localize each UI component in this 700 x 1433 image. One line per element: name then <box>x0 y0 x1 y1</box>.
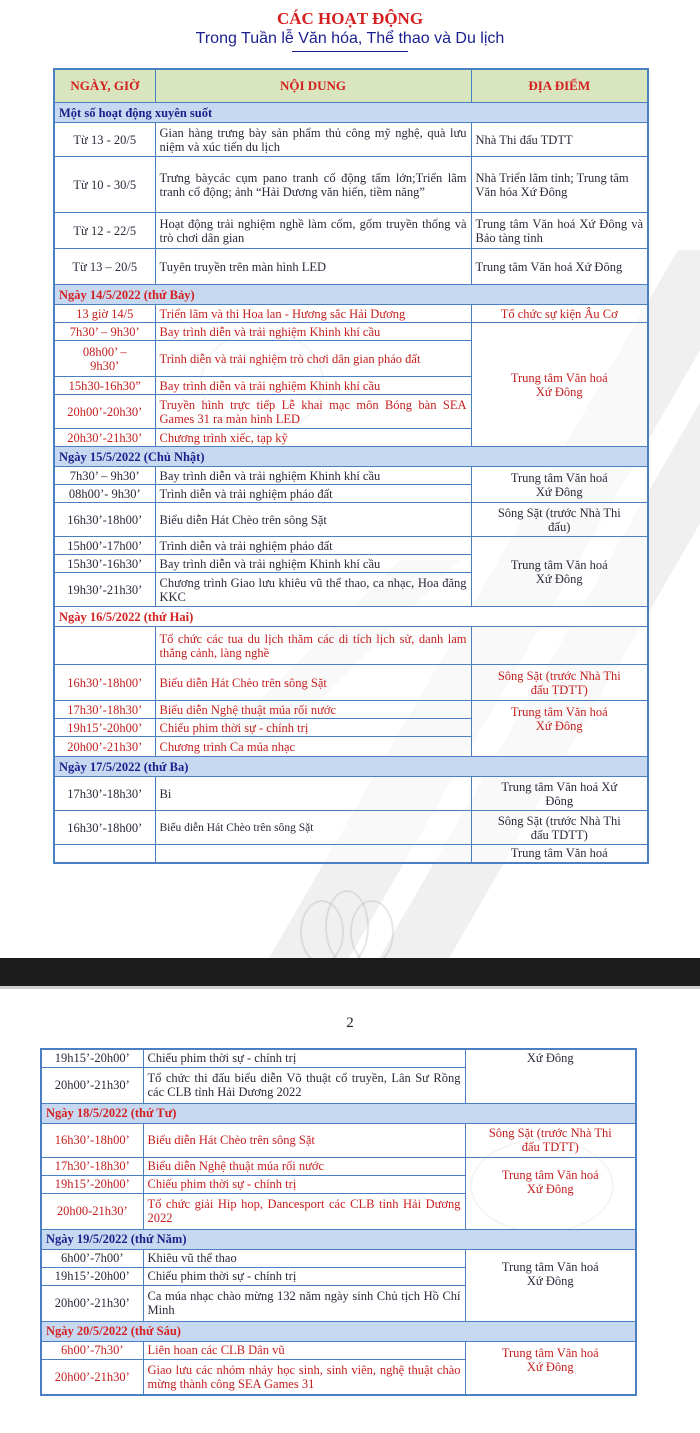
time-cell: 20h00’-21h30’ <box>41 1359 143 1395</box>
content-cell: Chương trình Ca múa nhạc <box>155 737 471 757</box>
content-cell: Tổ chức giải Hip hop, Dancesport các CLB tỉnh Hải Dương 2022 <box>143 1193 465 1229</box>
table-row <box>54 701 648 719</box>
content-cell: Chiếu phim thời sự - chính trị <box>143 1049 465 1067</box>
content-cell: Biểu diễn Hát Chèo trên sông Sặt <box>155 665 471 701</box>
header-date-time: NGÀY, GIỜ <box>54 69 155 103</box>
time-cell <box>54 627 155 665</box>
table-row <box>54 467 648 485</box>
content-cell: Chiếu phim thời sự - chính trị <box>155 719 471 737</box>
location-cell: Trung tâm Văn hoá Xứ Đông <box>471 467 648 503</box>
time-cell: 19h30’-21h30’ <box>54 573 155 607</box>
time-cell: 20h00’-21h30’ <box>41 1067 143 1103</box>
content-cell: Bay trình diễn và trải nghiệm Khinh khí cầu <box>155 467 471 485</box>
time-cell: 20h00’-21h30’ <box>54 737 155 757</box>
location-cell: Sông Sặt (trước Nhà Thi đấu TDTT) <box>471 665 648 701</box>
time-cell: Từ 10 - 30/5 <box>54 157 155 213</box>
content-cell: Bay trình diễn và trải nghiệm Khinh khí cầu <box>155 377 471 395</box>
table-row <box>54 811 648 845</box>
section-header: Ngày 17/5/2022 (thứ Ba) <box>54 757 648 777</box>
time-cell: 20h30’-21h30’ <box>54 429 155 447</box>
time-cell: 16h30’-18h00’ <box>41 1123 143 1157</box>
content-cell: Ca múa nhạc chào mừng 132 năm ngày sinh Chủ tịch Hồ Chí Minh <box>143 1285 465 1321</box>
content-cell: Biểu diễn Nghệ thuật múa rối nước <box>143 1157 465 1175</box>
location-cell: Tổ chức sự kiện Âu Cơ <box>471 305 648 323</box>
content-cell: Chương trình xiếc, tạp kỹ <box>155 429 471 447</box>
title-underline <box>292 51 408 52</box>
time-cell: 20h00’-21h30’ <box>41 1285 143 1321</box>
time-cell: 19h15’-20h00’ <box>41 1049 143 1067</box>
content-cell: Trưng bàycác cụm pano tranh cổ động tấm lớn;Triển lãm tranh cổ động; ảnh “Hải Dương văn hiến, tiềm năng” <box>155 157 471 213</box>
location-cell: Nhà Triển lãm tỉnh; Trung tâm Văn hóa Xứ Đông <box>471 157 648 213</box>
table-row <box>41 1249 636 1267</box>
time-cell: 6h00’-7h30’ <box>41 1341 143 1359</box>
content-cell: Bay trình diễn và trải nghiệm Khinh khí cầu <box>155 555 471 573</box>
table-row <box>54 213 648 249</box>
time-cell: 19h15’-20h00’ <box>41 1267 143 1285</box>
content-cell: Chiếu phim thời sự - chính trị <box>143 1175 465 1193</box>
time-cell: 17h30’-18h30’ <box>54 701 155 719</box>
table-row <box>41 1341 636 1359</box>
location-cell: Sông Sặt (trước Nhà Thi đấu TDTT) <box>465 1123 636 1157</box>
content-cell: Truyền hình trực tiếp Lễ khai mạc môn Bóng bàn SEA Games 31 ra màn hình LED <box>155 395 471 429</box>
time-cell: 08h00’ – 9h30’ <box>54 341 155 377</box>
header-location: ĐỊA ĐIỂM <box>471 69 648 103</box>
location-cell: Nhà Thi đấu TDTT <box>471 123 648 157</box>
table-row <box>41 1049 636 1067</box>
table-row <box>54 627 648 665</box>
document-page-2 <box>0 989 700 1433</box>
content-cell: Bay trình diễn và trải nghiệm Khinh khí cầu <box>155 323 471 341</box>
section-header: Ngày 19/5/2022 (thứ Năm) <box>41 1229 636 1249</box>
location-cell: Trung tâm Văn hoá Xứ Đông <box>471 537 648 607</box>
content-cell: Chương trình Giao lưu khiêu vũ thể thao, ca nhạc, Hoa đăng KKC <box>155 573 471 607</box>
location-cell: Trung tâm Văn hoá Xứ Đông và Bảo tàng tỉnh <box>471 213 648 249</box>
table-row <box>54 323 648 341</box>
section-header: Ngày 15/5/2022 (Chủ Nhật) <box>54 447 648 467</box>
location-cell: Trung tâm Văn hoá Xứ Đông <box>471 323 648 447</box>
content-cell: Tuyên truyền trên màn hình LED <box>155 249 471 285</box>
content-cell: Tổ chức thi đấu biểu diễn Võ thuật cổ truyền, Lân Sư Rồng các CLB tỉnh Hải Dương 2022 <box>143 1067 465 1103</box>
table-row <box>54 503 648 537</box>
content-cell: Liên hoan các CLB Dân vũ <box>143 1341 465 1359</box>
time-cell: 19h15’-20h00’ <box>54 719 155 737</box>
table-row <box>54 537 648 555</box>
schedule-table-page-1 <box>53 68 649 864</box>
content-cell: Biểu diễn Hát Chèo trên sông Sặt <box>155 811 471 845</box>
location-cell: Trung tâm Văn hoá Xứ Đông <box>465 1341 636 1395</box>
table-row <box>54 249 648 285</box>
location-cell <box>471 627 648 665</box>
content-cell: Biểu diễn Hát Chèo trên sông Sặt <box>143 1123 465 1157</box>
time-cell <box>54 845 155 863</box>
location-cell: Trung tâm Văn hoá <box>471 845 648 863</box>
time-cell: 19h15’-20h00’ <box>41 1175 143 1193</box>
section-header: Ngày 18/5/2022 (thứ Tư) <box>41 1103 636 1123</box>
time-cell: 16h30’-18h00’ <box>54 665 155 701</box>
content-cell: Trình diễn và trải nghiệm trò chơi dân gian pháo đất <box>155 341 471 377</box>
location-cell: Trung tâm Văn hoá Xứ Đông <box>471 701 648 757</box>
table-row <box>54 305 648 323</box>
content-cell: Bi <box>155 777 471 811</box>
time-cell: 15h00’-17h00’ <box>54 537 155 555</box>
time-cell: 16h30’-18h00’ <box>54 503 155 537</box>
location-cell: Trung tâm Văn hoá Xứ Đông <box>465 1249 636 1321</box>
content-cell: Triển lãm và thi Hoa lan - Hương sắc Hải Dương <box>155 305 471 323</box>
time-cell: 15h30’-16h30’ <box>54 555 155 573</box>
content-cell: Trình diễn và trải nghiệm pháo đất <box>155 485 471 503</box>
document-subtitle: Trong Tuần lễ Văn hóa, Thể thao và Du lịch <box>195 30 505 47</box>
header-content: NỘI DUNG <box>155 69 471 103</box>
time-cell: 13 giờ 14/5 <box>54 305 155 323</box>
time-cell: Từ 12 - 22/5 <box>54 213 155 249</box>
location-cell: Sông Sặt (trước Nhà Thi đấu) <box>471 503 648 537</box>
content-cell: Trình diễn và trải nghiệm pháo đất <box>155 537 471 555</box>
content-cell: Biểu diễn Nghệ thuật múa rối nước <box>155 701 471 719</box>
location-cell: Trung tâm Văn hoá Xứ Đông <box>465 1157 636 1229</box>
time-cell: 7h30’ – 9h30’ <box>54 323 155 341</box>
location-cell: Trung tâm Văn hoá Xứ Đông <box>471 777 648 811</box>
time-cell: Từ 13 – 20/5 <box>54 249 155 285</box>
schedule-table-page-2 <box>40 1048 637 1396</box>
time-cell: 17h30’-18h30’ <box>41 1157 143 1175</box>
content-cell: Gian hàng trưng bày sản phẩm thủ công mỹ nghệ, quà lưu niệm và xúc tiến du lịch <box>155 123 471 157</box>
location-cell: Sông Sặt (trước Nhà Thi đấu TDTT) <box>471 811 648 845</box>
time-cell: 15h30-16h30” <box>54 377 155 395</box>
table-row <box>54 845 648 863</box>
section-header: Một số hoạt động xuyên suốt <box>54 103 648 123</box>
section-header: Ngày 14/5/2022 (thứ Bảy) <box>54 285 648 305</box>
time-cell: 16h30’-18h00’ <box>54 811 155 845</box>
section-header: Ngày 20/5/2022 (thứ Sáu) <box>41 1321 636 1341</box>
location-cell: Xứ Đông <box>465 1049 636 1103</box>
table-row <box>54 665 648 701</box>
section-header: Ngày 16/5/2022 (thứ Hai) <box>54 607 648 627</box>
document-title: CÁC HOẠT ĐỘNG <box>276 9 424 28</box>
time-cell: 20h00’-20h30’ <box>54 395 155 429</box>
page-separator <box>0 958 700 989</box>
table-row <box>54 157 648 213</box>
content-cell: Biểu diễn Hát Chèo trên sông Sặt <box>155 503 471 537</box>
time-cell: 17h30’-18h30’ <box>54 777 155 811</box>
content-cell <box>155 845 471 863</box>
time-cell: 6h00’-7h00’ <box>41 1249 143 1267</box>
content-cell: Hoạt động trải nghiệm nghề làm cốm, gốm truyền thống và trò chơi dân gian <box>155 213 471 249</box>
content-cell: Giao lưu các nhóm nhảy học sinh, sinh viên, nghệ thuật chào mừng thành công SEA Games 31 <box>143 1359 465 1395</box>
time-cell: 7h30’ – 9h30’ <box>54 467 155 485</box>
time-cell: 20h00-21h30’ <box>41 1193 143 1229</box>
table-header-row <box>54 69 648 103</box>
table-row <box>54 123 648 157</box>
table-row <box>41 1123 636 1157</box>
location-cell: Trung tâm Văn hoá Xứ Đông <box>471 249 648 285</box>
page-number: 2 <box>346 1015 354 1031</box>
time-cell: 08h00’- 9h30’ <box>54 485 155 503</box>
content-cell: Tổ chức các tua du lịch thăm các di tích lịch sử, danh lam thắng cảnh, làng nghề <box>155 627 471 665</box>
content-cell: Chiếu phim thời sự - chính trị <box>143 1267 465 1285</box>
time-cell: Từ 13 - 20/5 <box>54 123 155 157</box>
content-cell: Khiêu vũ thể thao <box>143 1249 465 1267</box>
table-row <box>41 1157 636 1175</box>
table-row <box>54 777 648 811</box>
